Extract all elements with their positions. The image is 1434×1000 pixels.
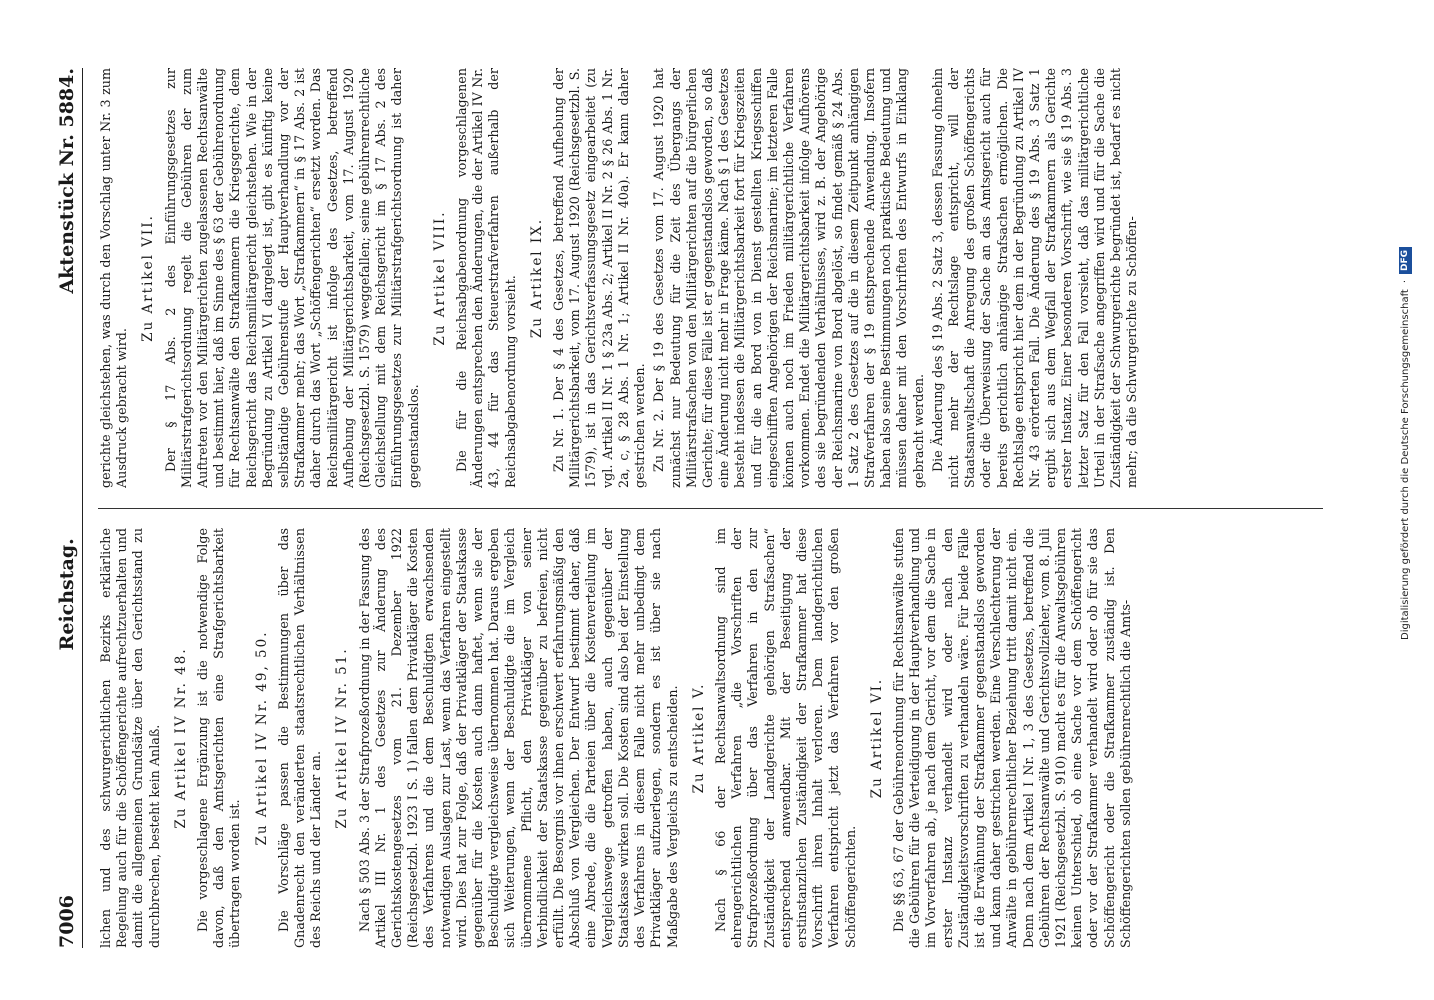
page-number: 7006 — [56, 895, 78, 948]
section-heading: Zu Artikel V. — [690, 682, 707, 794]
right-column — [98, 68, 1328, 488]
paragraph: gerichte gleichstehen, was durch den Vorschlag unter Nr. 3 zum Ausdruck gebracht wird. — [98, 68, 130, 488]
document-number: Aktenstück Nr. 5884. — [56, 68, 78, 294]
section-heading: Zu Artikel IX. — [528, 217, 545, 339]
section-heading: Zu Artikel VIII. — [431, 210, 448, 346]
paragraph: Zu Nr. 2. Der § 19 des Gesetzes vom 17. August 1920 hat zunächst nur Bedeutung für die Zeit des Übergangs der Militärstrafsachen von den Militärgerichten auf die bürgerlichen Gerichte; für diese Fälle ist er gegenstandslos geworden, so daß eine Änderung nicht mehr in Frage käme. Nach § 1 des Gesetzes besteht indessen die Militärgerichtsbarkeit fort für Kriegszeiten und für die an Bord von in Dienst gestellten Kriegsschiffen eingeschifften Angehörigen der Reichsmarine; im letzteren Falle können auch noch im Frieden militärgerichtliche Verfahren vorkommen. Endet die Militärgerichtsbarkeit infolge Aufhörens des sie begründenden Verhältnisses, wird z. B. der Angehörige der Reichsmarine von Bord abgelöst, so findet gemäß § 24 Abs. 1 Satz 2 des Gesetzes auf die in diesem Zeitpunkt anhängigen Strafverfahren der § 19 entsprechende Anwendung. Insofern haben also seine Bestimmungen noch praktische Bedeutung und müssen daher mit den Vorschriften des Entwurfs in Einklang gebracht werden. — [651, 68, 926, 488]
paragraph: Die §§ 63, 67 der Gebührenordnung für Rechtsanwälte stufen die Gebühren für die Verteidigung in der Hauptverhandlung und im Vorverfahren ab, je nach dem Gericht, vor dem die Sache in erster Instanz verhandelt wird oder nach den Zuständigkeitsvorschriften zu verhandeln wäre. Für beide Fälle ist die Erwähnung der Strafkammer gegenstandslos geworden und kann daher gestrichen werden. Eine Verschlechterung der Anwälte in gebührenrechtlicher Beziehung tritt damit nicht ein. Denn nach dem Artikel I Nr. 1, 3 des Gesetzes, betreffend die Gebühren der Rechtsanwälte und Gerichtsvollzieher, vom 8. Juli 1921 (Reichsgesetzbl. S. 910) macht es für die Anwaltsgebühren keinen Unterschied, ob eine Sache vor dem Schöffengericht oder vor der Strafkammer verhandelt wird oder ob für sie das Schöffengericht oder die Strafkammer zuständig ist. Den Schöffengerichten sollen gebührenrechtlich die Amts- — [890, 528, 1133, 948]
section-heading: Zu Artikel IV Nr. 49, 50. — [253, 630, 270, 846]
funding-text: Digitalisierung gefördert durch die Deutsche Forschungsgemeinschaft — [1399, 289, 1411, 640]
paragraph: Der § 17 Abs. 2 des Einführungsgesetzes zur Militärstrafgerichtsordnung regelt die Gebühren der zum Auftreten vor den Militärgerichten zugelassenen Rechtsanwälte und bestimmt hier, daß im Sinne des § 63 der Gebührenordnung für Rechtsanwälte den Strafkammern die Kriegsgerichte, dem Reichsgericht das Reichsmilitärgericht gleichstehen. Wie in der Begründung zu Artikel VI dargelegt ist, gibt es künftig keine selbständige Gebührenstufe der Hauptverhandlung vor der Strafkammer mehr; das Wort „Strafkammern“ in § 17 Abs. 2 ist daher durch das Wort „Schöffengerichten“ ersetzt worden. Das Reichsmilitärgericht ist infolge des Gesetzes, betreffend Aufhebung der Militärgerichtsbarkeit, vom 17. August 1920 (Reichsgesetzbl. S. 1579) weggefallen; seine gebührenrechtliche Gleichstellung mit dem Reichsgericht im § 17 Abs. 2 des Einführungsgesetzes zur Militärstrafgerichtsordnung ist daher gegenstandslos. — [162, 68, 421, 488]
section-heading: Zu Artikel VI. — [868, 677, 885, 799]
section-heading: Zu Artikel IV Nr. 51. — [334, 647, 351, 829]
funding-note: Digitalisierung gefördert durch die Deutsche Forschungsgemeinschaft · DFG — [1395, 20, 1415, 640]
page-title: Reichstag. — [56, 538, 78, 651]
paragraph: Die für die Reichsabgabenordnung vorgeschlagenen Änderungen entsprechen den Änderungen, die der Artikel IV Nr. 43, 44 für das Steuerstrafverfahren außerhalb der Reichsabgabenordnung vorsieht. — [454, 68, 518, 488]
paragraph: Nach § 66 der Rechtsanwaltsordnung sind im ehrengerichtlichen Verfahren „die Vorschriften der Strafprozeßordnung über das Verfahren in den zur Zuständigkeit der Landgerichte gehörigen Strafsachen“ entsprechend anwendbar. Mit der Beseitigung der erstinstanzlichen Zuständigkeit der Strafkammer hat diese Vorschrift ihren Inhalt verloren. Dem landgerichtlichen Verfahren entspricht jetzt das Verfahren vor den großen Schöffengerichten. — [712, 528, 858, 948]
dfg-logo: DFG — [1399, 247, 1412, 274]
paragraph: Die Vorschläge passen die Bestimmungen über das Gnadenrecht den veränderten staatsrechtlichen Verhältnissen des Reichs und der Länder an. — [275, 528, 324, 948]
section-heading: Zu Artikel IV Nr. 48. — [172, 647, 189, 829]
section-heading: Zu Artikel VII. — [140, 214, 157, 342]
paragraph: Die vorgeschlagene Ergänzung ist die notwendige Folge davon, daß den Amtsgerichten eine Strafgerichtsbarkeit übertragen worden ist. — [195, 528, 243, 948]
paragraph: Die Änderung des § 19 Abs. 2 Satz 3, dessen Fassung ohnehin nicht mehr der Rechtslage entspricht, will der Staatsanwaltschaft die Anregung des großen Schöffengerichts oder die Überweisung der Sache an das Amtsgericht auch für bereits gerichtlich anhängige Strafsachen ermöglichen. Die Rechtslage entspricht hier dem in der Begründung zu Artikel IV Nr. 43 erörterten Fall. Die Änderung des § 19 Abs. 3 Satz 1 ergibt sich aus dem Wegfall der Strafkammern als Gerichte erster Instanz. Einer besonderen Vorschrift, wie sie § 19 Abs. 3 letzter Satz für den Fall vorsieht, daß das militärgerichtliche Urteil in der Strafsache angegriffen wird und für die Sache die Zuständigkeit der Schwurgerichte begründet ist, bedarf es nicht mehr; da die Schwurgerichte zu Schöffen- — [929, 68, 1140, 488]
column-divider — [98, 508, 1323, 509]
left-column — [98, 528, 1328, 948]
paragraph: lichen und des schwurgerichtlichen Bezirks erklärliche Regelung auch für die Schöffengerichte aufrechtzuerhalten und damit die allgemeinen Grundsätze über den Gerichtsstand zu durchbrechen, besteht kein Anlaß. — [98, 528, 162, 948]
paragraph: Nach § 503 Abs. 3 der Strafprozeßordnung in der Fassung des Artikel III Nr. 1 des Gesetzes zur Änderung des Gerichtskostengesetzes vom 21. Dezember 1922 (Reichsgesetzbl. 1923 I S. 1) fallen dem Privatkläger die Kosten des Verfahrens und die dem Beschuldigten erwachsenden notwendigen Auslagen zur Last, wenn das Verfahren eingestellt wird. Dies hat zur Folge, daß der Privatkläger der Staatskasse gegenüber für die Kosten auch dann haftet, wenn sie der Beschuldigte vergleichsweise übernommen hat. Daraus ergeben sich Weiterungen, wenn der Beschuldigte die im Vergleich übernommene Pflicht, den Privatkläger von seiner Verbindlichkeit der Staatskasse gegenüber zu befreien, nicht erfüllt. Die Besorgnis vor ihnen erschwert erfahrungsmäßig den Abschluß von Vergleichen. Der Entwurf bestimmt daher, daß eine Abrede, die die Parteien über die Kostenverteilung im Vergleichswege getroffen haben, auch gegenüber der Staatskasse wirken soll. Die Kosten sind also bei der Einstellung des Verfahrens in diesem Falle nicht mehr unbedingt dem Privatkläger aufzuerlegen, sondern es ist über sie nach Maßgabe des Vergleichs zu entscheiden. — [356, 528, 680, 948]
page-header — [52, 68, 83, 948]
paragraph: Zu Nr. 1. Der § 4 des Gesetzes, betreffend Aufhebung der Militärgerichtsbarkeit, vom 17. August 1920 (Reichsgesetzbl. S. 1579), ist in das Gerichtsverfassungsgesetz eingearbeitet (zu vgl. Artikel II Nr. 1 § 23a Abs. 2; Artikel II Nr. 2 § 26 Abs. 1 Nr. 2a, c, § 28 Abs. 1 Nr. 1; Artikel II Nr. 40a). Er kann daher gestrichen werden. — [551, 68, 648, 488]
